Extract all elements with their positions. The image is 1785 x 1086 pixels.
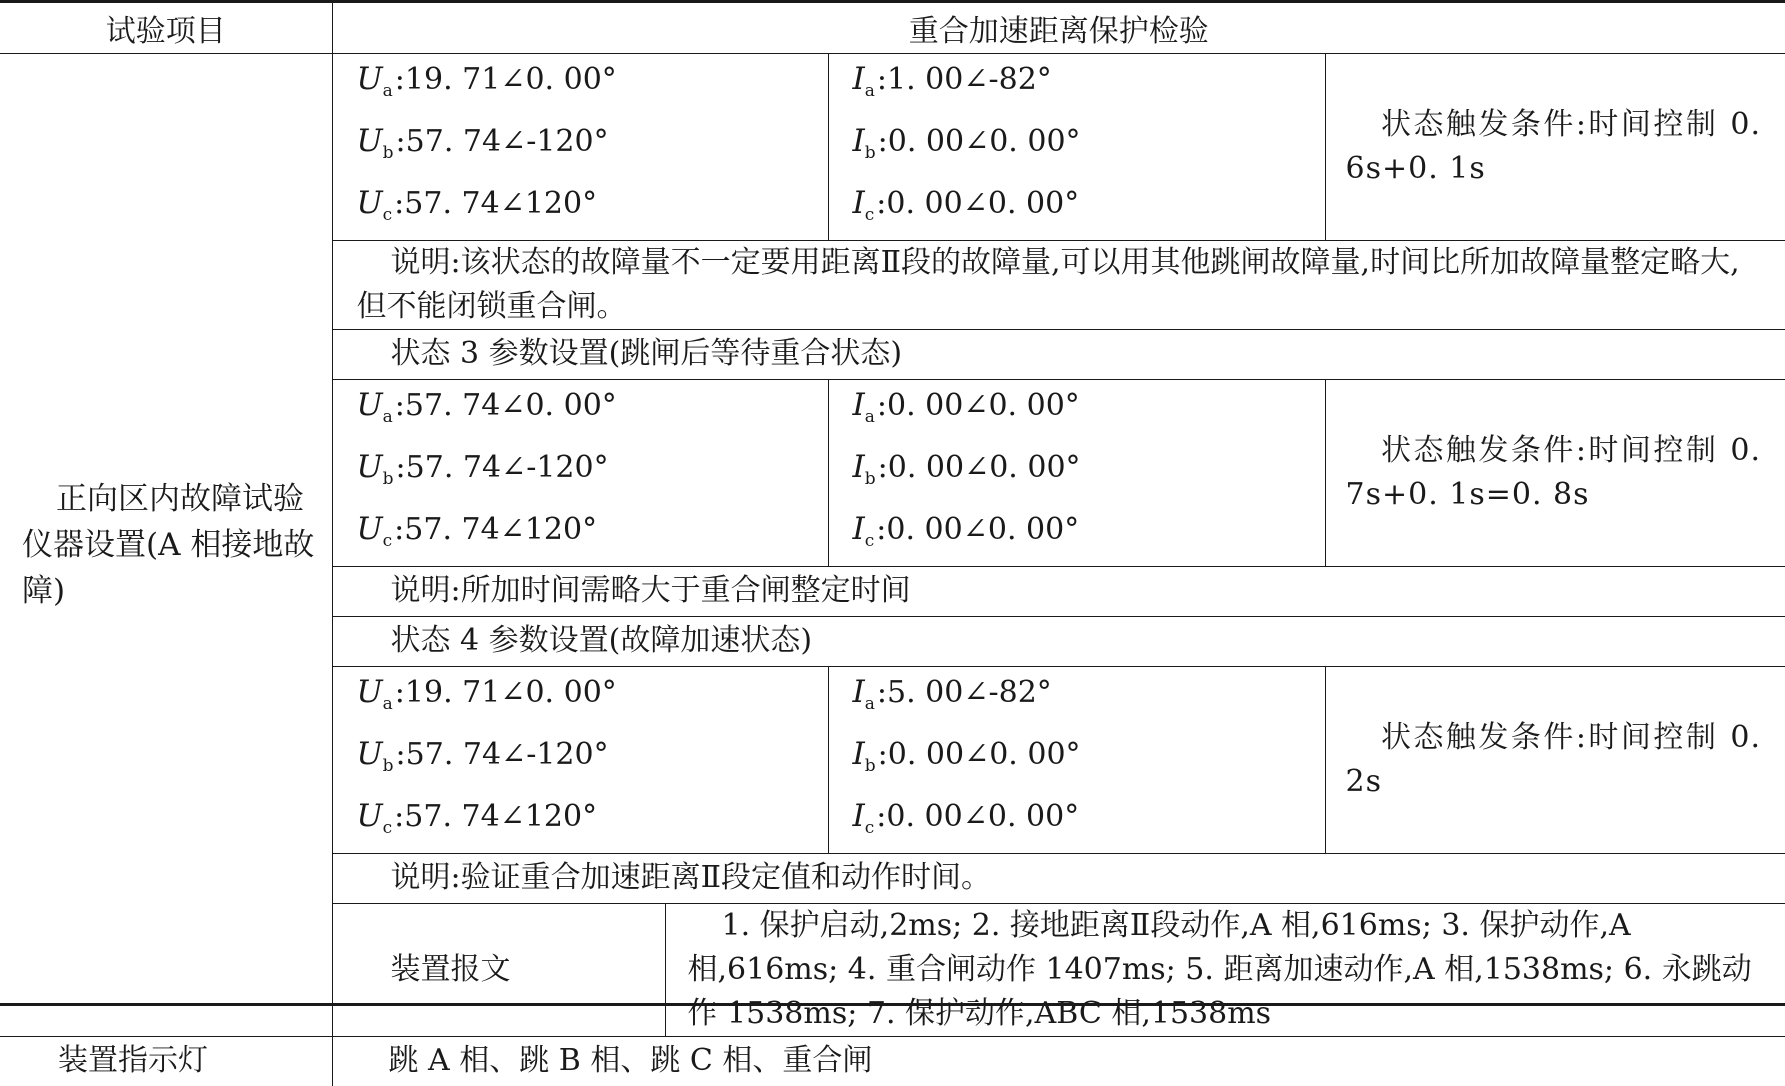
state4-currents — [828, 666, 1325, 853]
state3-currents — [828, 379, 1325, 566]
state4-ia: $I_a:5$. 00∠-82° — [852, 673, 1052, 714]
state3-note: 说明:所加时间需略大于重合闸整定时间 — [390, 573, 911, 608]
indicator-cell — [332, 1036, 1325, 1086]
indicator-label-cell — [0, 1036, 332, 1086]
state2-note: 说明:该状态的故障量不一定要用距离Ⅱ段的故障量,可以用其他跳闸故障量,时间比所加故障量整定略大,但不能闭锁重合闸。 — [356, 244, 1740, 324]
state3-ib: $I_b:0$. 00∠0. 00° — [852, 448, 1081, 489]
state4-title-cell — [332, 616, 1785, 666]
state2-values-row — [0, 53, 1785, 240]
state2-currents — [828, 53, 1325, 240]
state2-ia: $I_a:1$. 00∠-82° — [852, 60, 1052, 101]
state2-note-cell — [332, 240, 1785, 329]
device-report-text: 1. 保护启动,2ms; 2. 接地距离Ⅱ段动作,A 相,616ms; 3. 保护动作,A 相,616ms; 4. 重合闸动作 1407ms; 5. 距离加速动作,A 相,1538ms; 6. 永跳动作 1538ms; 7. 保护动作,ABC 相,1538ms — [687, 907, 1752, 1031]
state3-note-cell — [332, 566, 1785, 616]
state4-note: 说明:验证重合加速距离Ⅱ段定值和动作时间。 — [390, 860, 991, 895]
state2-ic: $I_c:0$. 00∠0. 00° — [852, 184, 1080, 225]
state4-ic: $I_c:0$. 00∠0. 00° — [852, 797, 1080, 838]
side-label-cell — [0, 53, 332, 1036]
state3-voltages — [332, 379, 828, 566]
state4-title: 状态 4 参数设置(故障加速状态) — [390, 623, 813, 658]
state3-trigger: 状态触发条件:时间控制 0. 7s+0. 1s=0. 8s — [1345, 432, 1761, 512]
state2-ua: $U_a:19$. 71∠0. 00° — [356, 60, 617, 101]
header-row — [0, 3, 1785, 53]
state4-ub: $U_b:57$. 74∠-120° — [356, 735, 609, 776]
indicator-label: 装置指示灯 — [58, 1043, 208, 1079]
state2-trigger: 状态触发条件:时间控制 0. 6s+0. 1s — [1345, 106, 1761, 186]
device-report-label-cell — [332, 903, 665, 1036]
state3-trigger-cell — [1325, 379, 1785, 566]
state3-title: 状态 3 参数设置(跳闸后等待重合状态) — [390, 336, 903, 371]
state2-uc: $U_c:57$. 74∠120° — [356, 184, 598, 225]
test-table — [0, 3, 1785, 1086]
side-label: 正向区内故障试验仪器设置(A 相接地故障) — [22, 480, 315, 609]
state3-ua: $U_a:57$. 74∠0. 00° — [356, 386, 617, 427]
state2-trigger-cell — [1325, 53, 1785, 240]
state3-title-cell — [332, 329, 1785, 379]
state4-ib: $I_b:0$. 00∠0. 00° — [852, 735, 1081, 776]
device-report-label: 装置报文 — [390, 951, 511, 987]
state4-voltages — [332, 666, 828, 853]
header-test-item: 试验项目 — [0, 3, 332, 53]
state4-note-cell — [332, 853, 1785, 903]
state4-ua: $U_a:19$. 71∠0. 00° — [356, 673, 617, 714]
device-report-cell — [665, 903, 1785, 1036]
state2-ub: $U_b:57$. 74∠-120° — [356, 122, 609, 163]
indicator-row — [0, 1036, 1785, 1086]
state4-trigger-cell — [1325, 666, 1785, 853]
state4-uc: $U_c:57$. 74∠120° — [356, 797, 598, 838]
state3-uc: $U_c:57$. 74∠120° — [356, 510, 598, 551]
header-test-name: 重合加速距离保护检验 — [332, 3, 1785, 53]
state4-trigger: 状态触发条件:时间控制 0. 2s — [1345, 719, 1761, 799]
state2-voltages — [332, 53, 828, 240]
state3-ub: $U_b:57$. 74∠-120° — [356, 448, 609, 489]
state3-ia: $I_a:0$. 00∠0. 00° — [852, 386, 1080, 427]
indicator-text: 跳 A 相、跳 B 相、跳 C 相、重合闸 — [388, 1043, 873, 1079]
state3-ic: $I_c:0$. 00∠0. 00° — [852, 510, 1080, 551]
state2-ib: $I_b:0$. 00∠0. 00° — [852, 122, 1081, 163]
